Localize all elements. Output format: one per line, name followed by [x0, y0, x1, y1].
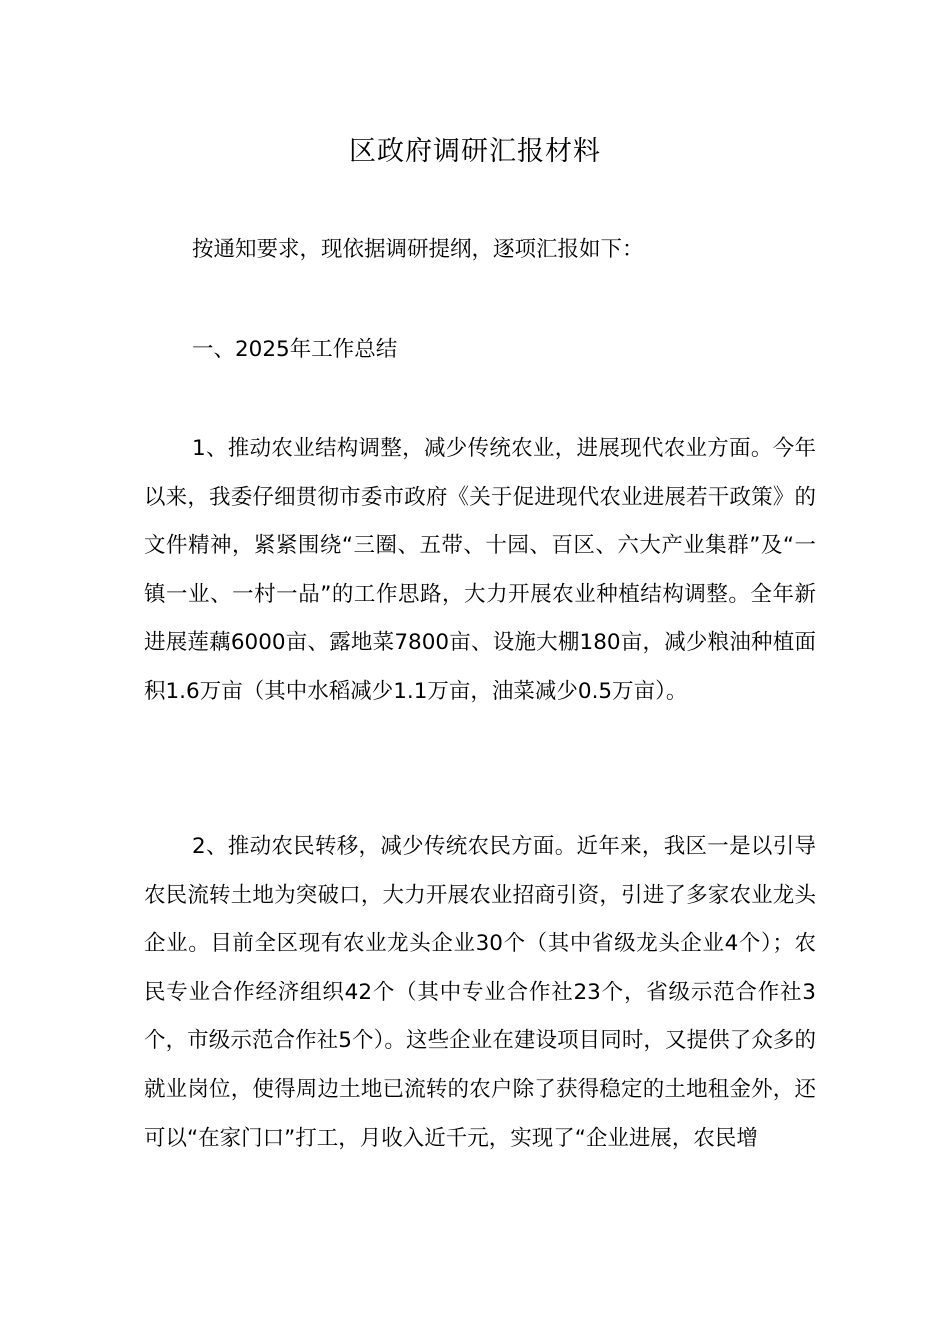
- section-heading: 一、2025年工作总结: [192, 337, 398, 362]
- body-paragraph-2: 2、推动农民转移，减少传统农民方面。近年来，我区一是以引导农民流转土地为突破口，大力开展农业招商引资，引进了多家农业龙头企业。目前全区现有农业龙头企业30个（其中省级龙头企业4个）；农民专业合作经济组织42个（其中专业合作社23个，省级示范合作社3个，市级示范合作社5个）。这些企业在建设项目同时，又提供了众多的就业岗位，使得周边土地已流转的农户除了获得稳定的土地租金外，还可以“在家门口”打工，月收入近千元，实现了“企业进展，农民增: [144, 834, 816, 1151]
- body-paragraph-1: 1、推动农业结构调整，减少传统农业，进展现代农业方面。今年以来，我委仔细贯彻市委市政府《关于促进现代农业进展若干政策》的文件精神，紧紧围绕“三圈、五带、十园、百区、六大产业集群”及“一镇一业、一村一品”的工作思路，大力开展农业种植结构调整。全年新进展莲藕6000亩、露地菜7800亩、设施大棚180亩，减少粮油种植面积1.6万亩（其中水稻减少1.1万亩，油菜减少0.5万亩）。: [144, 436, 816, 704]
- document-title: 区政府调研汇报材料: [349, 136, 601, 167]
- intro-paragraph: 按通知要求，现依据调研提纲，逐项汇报如下：: [192, 237, 644, 262]
